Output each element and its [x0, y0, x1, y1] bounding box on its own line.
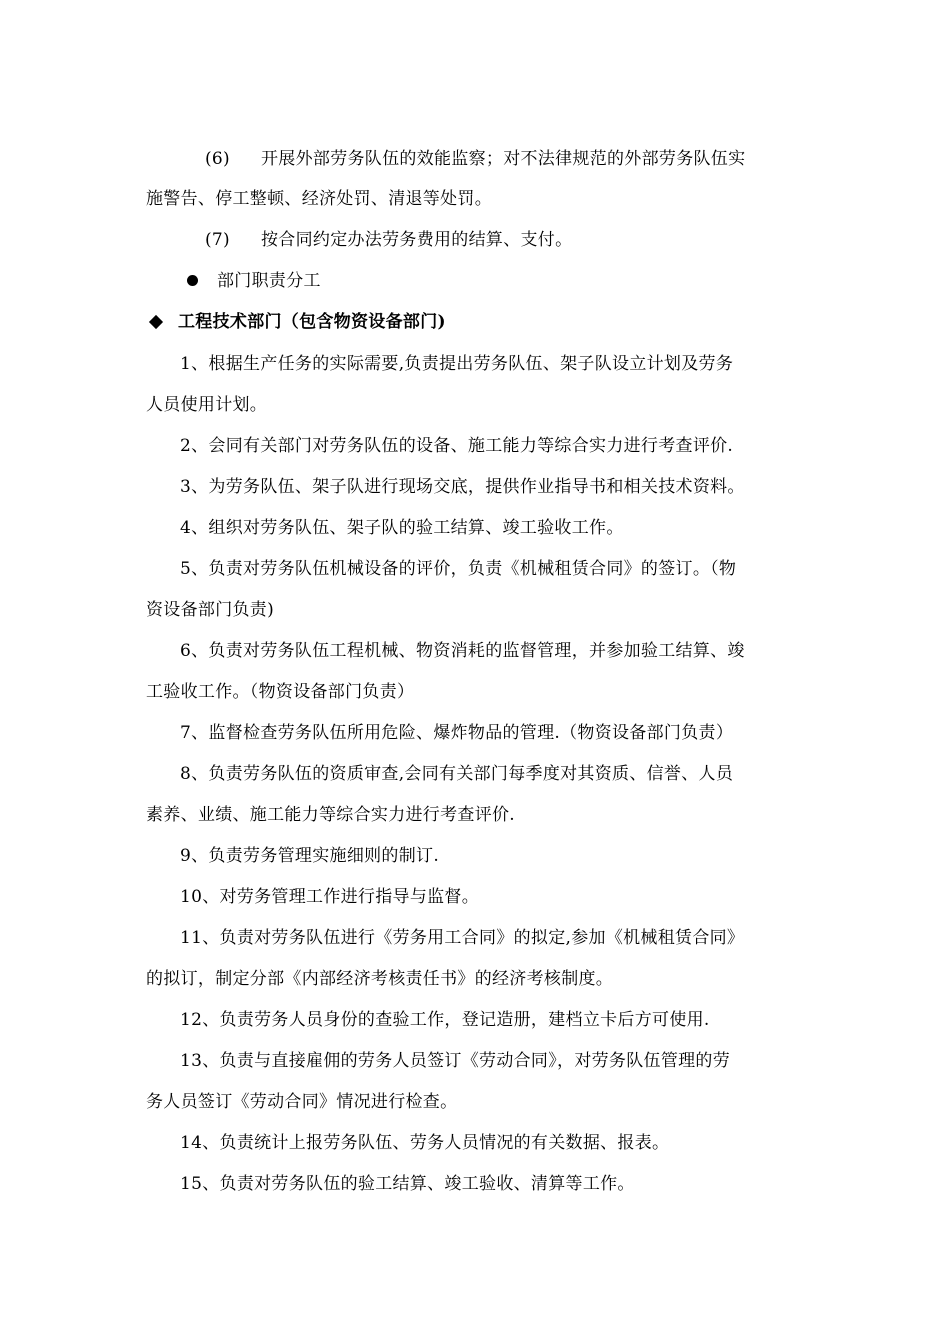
- item-7-number: (7): [205, 230, 230, 250]
- paragraph-line: 的拟订，制定分部《内部经济考核责任书》的经济考核制度。: [146, 969, 614, 989]
- bullet-icon: [187, 275, 198, 286]
- paragraph-line: 15、负责对劳务队伍的验工结算、竣工验收、清算等工作。: [180, 1174, 635, 1194]
- paragraph-line: 1、根据生产任务的实际需要,负责提出劳务队伍、架子队设立计划及劳务: [180, 354, 734, 374]
- item-6-number: (6): [205, 149, 230, 169]
- paragraph-line: 14、负责统计上报劳务队伍、劳务人员情况的有关数据、报表。: [180, 1133, 670, 1153]
- paragraph-line: 5、负责对劳务队伍机械设备的评价，负责《机械租赁合同》的签订。（物: [180, 559, 737, 579]
- item-6: [205, 148, 745, 170]
- paragraph-line: 13、负责与直接雇佣的劳务人员签订《劳动合同》，对劳务队伍管理的劳: [180, 1051, 731, 1071]
- item-7-text: 按合同约定办法劳务费用的结算、支付。: [261, 230, 573, 250]
- item-6-text: 开展外部劳务队伍的效能监察；对不法律规范的外部劳务队伍实: [261, 149, 746, 169]
- paragraph-line: 人员使用计划。: [146, 395, 268, 415]
- paragraph-line: 3、为劳务队伍、架子队进行现场交底，提供作业指导书和相关技术资料。: [180, 477, 745, 497]
- diamond-icon: [149, 315, 163, 329]
- paragraph-line: 工验收工作。（物资设备部门负责）: [146, 682, 415, 702]
- paragraph-line: 8、负责劳务队伍的资质审查,会同有关部门每季度对其资质、信誉、人员: [180, 764, 734, 784]
- paragraph-line: 素养、业绩、施工能力等综合实力进行考查评价.: [146, 805, 516, 825]
- bullet-text: 部门职责分工: [217, 271, 321, 291]
- section-title: 工程技术部门（包含物资设备部门): [178, 312, 446, 332]
- paragraph-line: 12、负责劳务人员身份的查验工作，登记造册，建档立卡后方可使用.: [180, 1010, 710, 1030]
- paragraph-line: 6、负责对劳务队伍工程机械、物资消耗的监督管理，并参加验工结算、竣: [180, 641, 745, 661]
- paragraph-line: 2、会同有关部门对劳务队伍的设备、施工能力等综合实力进行考查评价.: [180, 436, 734, 456]
- paragraph-line: 务人员签订《劳动合同》情况进行检查。: [146, 1092, 458, 1112]
- paragraph-line: 7、监督检查劳务队伍所用危险、爆炸物品的管理.（物资设备部门负责）: [180, 723, 734, 743]
- item-7: [205, 229, 572, 251]
- item-6-continuation: 施警告、停工整顿、经济处罚、清退等处罚。: [146, 189, 492, 209]
- paragraph-line: 9、负责劳务管理实施细则的制订.: [180, 846, 440, 866]
- paragraph-line: 11、负责对劳务队伍进行《劳务用工合同》的拟定,参加《机械租赁合同》: [180, 928, 745, 948]
- paragraph-line: 资设备部门负责): [146, 600, 275, 620]
- paragraph-line: 10、对劳务管理工作进行指导与监督。: [180, 887, 480, 907]
- paragraph-line: 4、组织对劳务队伍、架子队的验工结算、竣工验收工作。: [180, 518, 624, 538]
